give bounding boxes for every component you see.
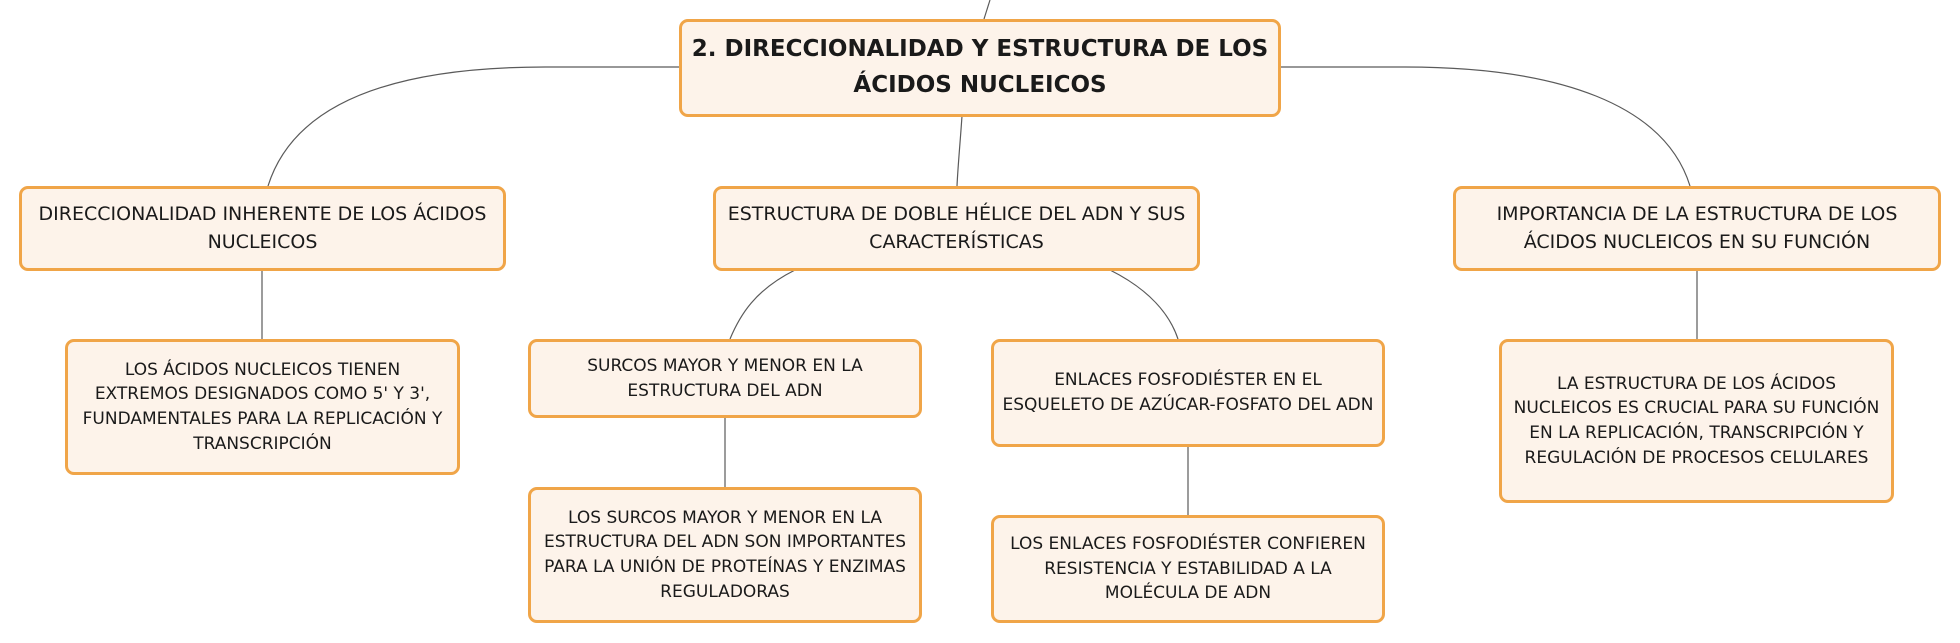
detail-importancia-funcion[interactable] [1499,339,1894,503]
subtopic-surcos-label: SURCOS MAYOR Y MENOR EN LA ESTRUCTURA DEL ADN [587,355,863,401]
root-topic[interactable] [679,19,1281,117]
detail-extremos-5-3-label: LOS ÁCIDOS NUCLEICOS TIENEN EXTREMOS DESIGNADOS COMO 5' Y 3', FUNDAMENTALES PARA LA REPLICACIÓN Y TRANSCRIPCIÓN [82,359,443,454]
connector-root-to-branch-1 [268,67,680,186]
detail-enlaces-estabilidad-label: LOS ENLACES FOSFODIÉSTER CONFIEREN RESISTENCIA Y ESTABILIDAD A LA MOLÉCULA DE ADN [1010,534,1366,604]
connector-branch-2-to-child-2 [1110,270,1178,339]
connector-incoming-root [984,0,990,19]
branch-doble-helice[interactable] [713,186,1200,271]
subtopic-enlaces-label: ENLACES FOSFODIÉSTER EN EL ESQUELETO DE AZÚCAR-FOSFATO DEL ADN [1002,370,1374,415]
detail-enlaces-estabilidad[interactable] [991,515,1385,623]
branch-direccionalidad-label: DIRECCIONALIDAD INHERENTE DE LOS ÁCIDOS NUCLEICOS [38,202,487,253]
branch-importancia[interactable] [1453,186,1941,271]
detail-extremos-5-3[interactable] [65,339,460,475]
branch-direccionalidad[interactable] [19,186,506,271]
subtopic-enlaces[interactable] [991,339,1385,447]
subtopic-surcos[interactable] [528,339,922,418]
connector-branch-2-to-child-1 [730,270,795,339]
detail-surcos-union[interactable] [528,487,922,623]
detail-surcos-union-label: LOS SURCOS MAYOR Y MENOR EN LA ESTRUCTURA DEL ADN SON IMPORTANTES PARA LA UNIÓN DE PROTEÍNAS Y ENZIMAS REGULADORAS [543,507,907,602]
detail-importancia-funcion-label: LA ESTRUCTURA DE LOS ÁCIDOS NUCLEICOS ES CRUCIAL PARA SU FUNCIÓN EN LA REPLICACIÓN, TRANSCRIPCIÓN Y REGULACIÓN DE PROCESOS CELULARES [1513,373,1880,468]
branch-doble-helice-label: ESTRUCTURA DE DOBLE HÉLICE DEL ADN Y SUS CARACTERÍSTICAS [727,202,1186,253]
branch-importancia-label: IMPORTANCIA DE LA ESTRUCTURA DE LOS ÁCIDOS NUCLEICOS EN SU FUNCIÓN [1496,202,1898,253]
connector-root-to-branch-2 [957,116,962,186]
connector-root-to-branch-3 [1280,67,1690,186]
root-topic-label: 2. DIRECCIONALIDAD Y ESTRUCTURA DE LOS ÁCIDOS NUCLEICOS [691,36,1269,98]
